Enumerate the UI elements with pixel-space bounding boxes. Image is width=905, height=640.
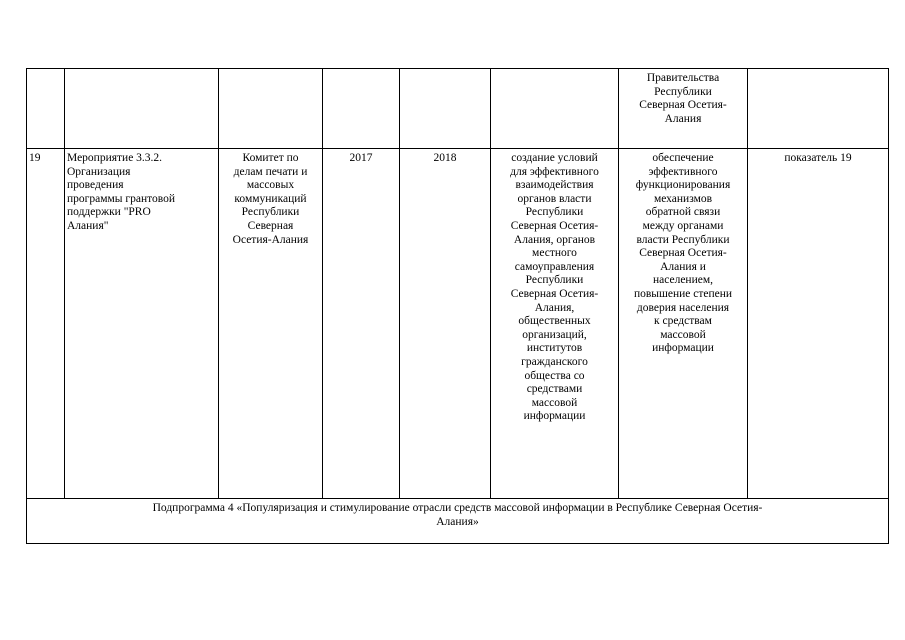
- indicator-cell: [748, 69, 889, 149]
- activity-text: Мероприятие 3.3.2. Организация проведения программы грантовой поддержки "PRO Алания": [67, 152, 175, 232]
- subprogram-title: Подпрограмма 4 «Популяризация и стимулирование отрасли средств массовой информации в Республике Северная Осетия- Алания»: [152, 502, 763, 528]
- end-year-cell: [400, 69, 491, 149]
- number-cell: [27, 149, 65, 499]
- executor-text: Комитет по делам печати и массовых коммуникаций Республики Северная Осетия-Алания: [232, 152, 309, 246]
- table-row-19: [27, 149, 889, 499]
- activity-cell: [65, 69, 219, 149]
- start-year: 2017: [349, 152, 373, 164]
- activity-cell: [65, 149, 219, 499]
- indicator-cell: [748, 149, 889, 499]
- expected-result-cell: [491, 149, 619, 499]
- activities-table: [26, 68, 889, 544]
- expected-result-text: создание условий для эффективного взаимодействия органов власти Республики Северная Осетия- Алания, органов местного самоуправления Республики Северная Осетия- Алания, общественных организаций, институтов гражданского общества со средствами массовой информации: [510, 152, 599, 423]
- end-year-cell: [400, 149, 491, 499]
- responsible-text: Правительства Республики Северная Осетия- Алания: [639, 72, 727, 125]
- row-number: 19: [29, 152, 41, 164]
- start-year-cell: [323, 69, 400, 149]
- expected-result-cell: [491, 69, 619, 149]
- consequences-cell: [619, 149, 748, 499]
- executor-cell: [219, 149, 323, 499]
- consequences-text: обеспечение эффективного функционирования механизмов обратной связи между органами власти Республики Северная Осетия- Алания и населением, повышение степени доверия населения к средствам массовой информации: [633, 152, 733, 355]
- table-row-subprogram: [27, 499, 889, 544]
- table-row-continuation: [27, 69, 889, 149]
- number-cell: [27, 69, 65, 149]
- indicator-text: показатель 19: [784, 152, 852, 164]
- responsible-cell: [619, 69, 748, 149]
- subprogram-title-cell: [27, 499, 889, 544]
- start-year-cell: [323, 149, 400, 499]
- executor-cell: [219, 69, 323, 149]
- end-year: 2018: [433, 152, 457, 164]
